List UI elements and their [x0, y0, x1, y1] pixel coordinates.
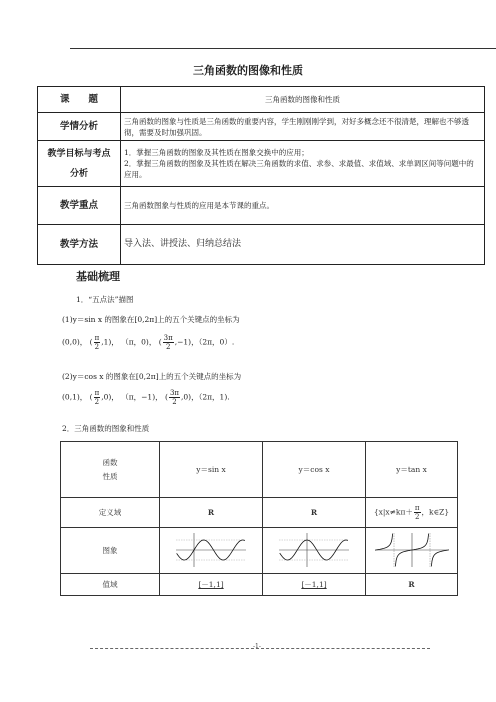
corner-top-label: 函数 — [102, 457, 118, 467]
point-text: ，（2π，0）. — [191, 337, 235, 347]
row-content: 导入法、讲授法、归纳总结法 — [121, 225, 485, 265]
column-header-sin: y＝sin x — [160, 442, 263, 498]
table-row — [61, 574, 458, 596]
table-row — [38, 225, 485, 265]
fraction — [94, 334, 101, 351]
fraction — [169, 389, 180, 406]
table-row — [38, 87, 485, 113]
sin-key-points — [62, 334, 234, 351]
point-text: ,−1) — [174, 337, 192, 347]
point-text: ( — [158, 337, 162, 347]
row-content — [121, 141, 485, 187]
row-label: 图象 — [61, 528, 160, 574]
point-text: （2π，1). — [198, 392, 230, 402]
table-row — [61, 498, 458, 528]
row-header: 学情分析 — [38, 113, 121, 141]
trig-properties-table — [60, 441, 458, 596]
header-rule — [70, 48, 496, 49]
objective-1: 1．掌握三角函数的图象及其性质在图象交换中的应用； — [124, 148, 309, 157]
row-header — [38, 141, 121, 187]
row-header: 课 题 — [38, 87, 121, 113]
point-text: ( — [165, 392, 168, 402]
cell-value — [160, 574, 263, 596]
point-text: ( — [89, 392, 93, 402]
range-value: [－1,1] — [301, 580, 327, 589]
table-row — [38, 187, 485, 225]
fraction-denominator: 2 — [94, 343, 100, 351]
table-row — [61, 528, 458, 574]
point-text: ,0)， — [101, 392, 119, 402]
row-header: 教学重点 — [38, 187, 121, 225]
section-title: 基础梳理 — [76, 270, 120, 283]
fraction-denominator: 2 — [414, 513, 420, 521]
cos-intro: (2)y＝cos x 的图象在[0,2π]上的五个关键点的坐标为 — [62, 372, 242, 381]
fraction — [414, 504, 421, 521]
cell-value — [263, 574, 366, 596]
table-row — [61, 442, 458, 498]
cosine-graph — [277, 531, 351, 569]
tan-domain-cell — [366, 498, 458, 528]
point-text: (0,0)， — [62, 337, 88, 347]
fraction-numerator: π — [94, 389, 100, 397]
point-text: (0,1)， — [62, 392, 88, 402]
cell-value: R — [160, 498, 263, 528]
corner-cell — [61, 442, 160, 498]
sin-intro: (1)y＝sin x 的图象在[0,2π]上的五个关键点的坐标为 — [62, 315, 240, 324]
sine-graph — [174, 531, 248, 569]
point2-heading: 2．三角函数的图象和性质 — [62, 424, 150, 433]
fraction-numerator: 3π — [169, 389, 180, 397]
objective-2: 2．掌握三角函数的图象及其性质在解决三角函数的求值、求参、求最值、求值域、求单调区间等问题中的应用。 — [124, 159, 474, 179]
row-content: 三角函数的图像和性质 — [121, 87, 485, 113]
cos-key-points — [62, 389, 230, 406]
column-header-tan: y＝tan x — [366, 442, 458, 498]
fraction-denominator: 2 — [172, 398, 177, 406]
row-label: 定义域 — [61, 498, 160, 528]
point1-heading: 1．“五点法”描图 — [76, 295, 134, 304]
range-value: [－1,1] — [198, 580, 224, 589]
table-row — [38, 113, 485, 141]
column-header-cos: y＝cos x — [263, 442, 366, 498]
fraction-numerator: π — [414, 504, 420, 512]
corner-bottom-label: 性质 — [102, 471, 118, 481]
point-text: （π，0)， — [121, 337, 157, 347]
row-label: 值域 — [61, 574, 160, 596]
fraction-denominator: 2 — [165, 343, 171, 351]
fraction — [163, 334, 174, 351]
tan-domain-text: ，k∈Z} — [421, 507, 450, 517]
page-number: -1- — [253, 643, 261, 650]
row-header: 教学方法 — [38, 225, 121, 265]
tan-domain-text: {x|x≠kπ＋ — [373, 507, 413, 517]
row-content: 三角函数图象与性质的应用是本节课的重点。 — [121, 187, 485, 225]
table-row — [38, 141, 485, 187]
graph-cell — [160, 528, 263, 574]
cell-value: R — [366, 574, 458, 596]
point-text: ( — [89, 337, 93, 347]
point-text: ,0)， — [181, 392, 199, 402]
graph-cell — [366, 528, 458, 574]
row-content: 三角函数的图象与性质是三角函数的重要内容，学生刚刚刚学到，对好多概念还不很清楚，理解也不够透彻，需要及时加强巩固。 — [121, 113, 485, 141]
graph-cell — [263, 528, 366, 574]
lesson-info-table — [37, 86, 485, 265]
row-header-text: 教学目标与考点分析 — [47, 148, 111, 179]
cell-value: R — [263, 498, 366, 528]
page-title: 三角函数的图像和性质 — [193, 64, 303, 77]
fraction-numerator: π — [94, 334, 100, 342]
fraction-denominator: 2 — [94, 398, 100, 406]
fraction — [94, 389, 101, 406]
point-text: （π，−1)， — [121, 392, 163, 402]
tangent-graph — [375, 531, 449, 569]
fraction-numerator: 3π — [163, 334, 173, 342]
point-text: ,1)， — [101, 337, 119, 347]
